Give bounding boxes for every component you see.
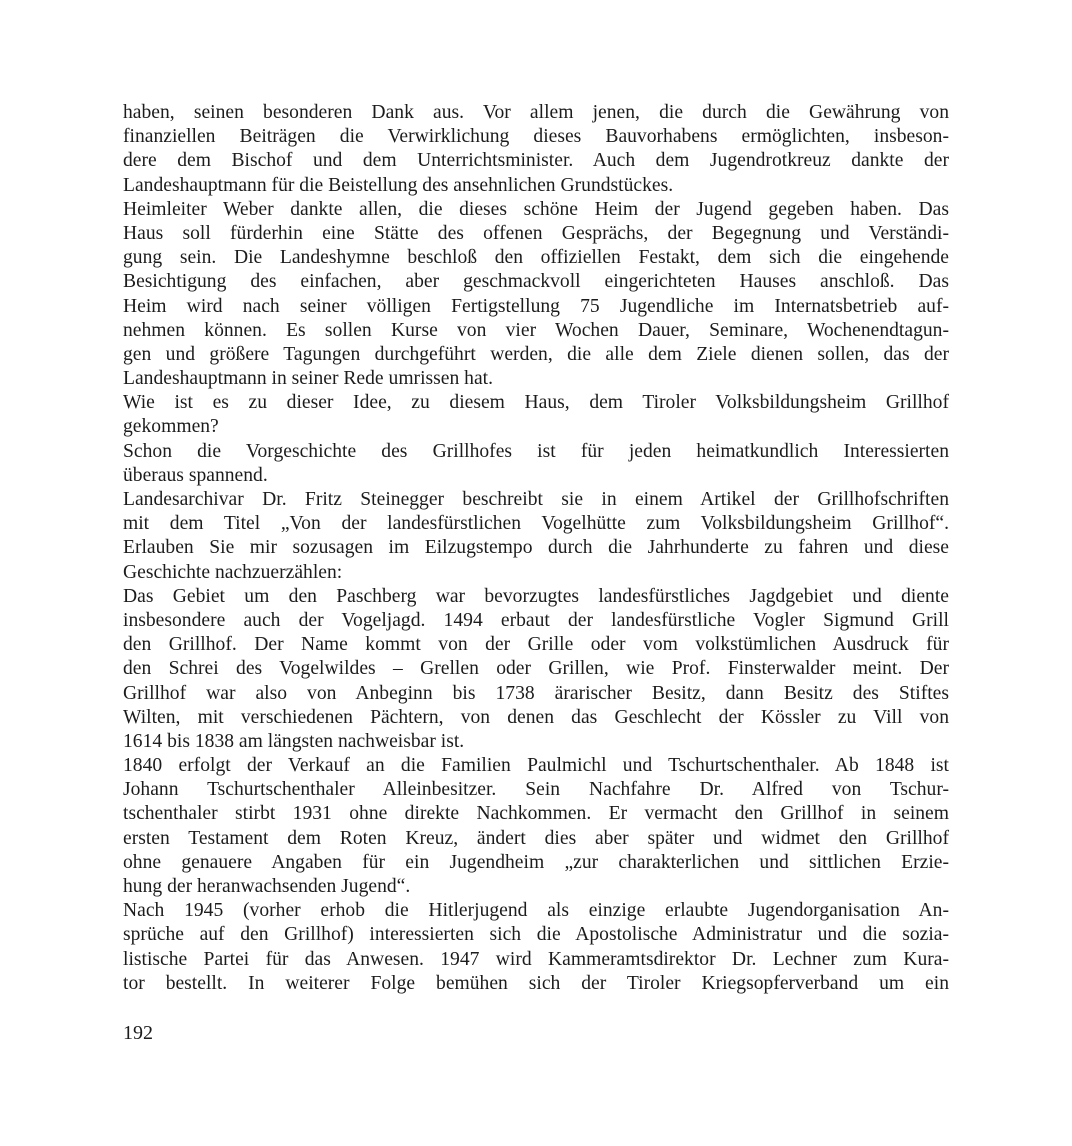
- text-line: Heim wird nach seiner völligen Fertigstellung 75 Jugendliche im Internatsbetrieb auf-: [123, 295, 949, 317]
- text-line: mit dem Titel „Von der landesfürstlichen Vogelhütte zum Volksbildungsheim Grillhof“.: [123, 513, 949, 535]
- paragraph: [123, 440, 949, 488]
- text-line: Wilten, mit verschiedenen Pächtern, von denen das Geschlecht der Kössler zu Vill von: [123, 706, 949, 728]
- text-line: Das Gebiet um den Paschberg war bevorzugtes landesfürstliches Jagdgebiet und diente: [123, 585, 949, 607]
- text-line: sprüche auf den Grillhof) interessierten sich die Apostolische Administratur und die sozia-: [123, 924, 949, 946]
- text-line: gekommen?: [123, 416, 219, 438]
- text-line: dere dem Bischof und dem Unterrichtsminister. Auch dem Jugendrotkreuz dankte der: [123, 150, 949, 172]
- text-line: Heimleiter Weber dankte allen, die dieses schöne Heim der Jugend gegeben haben. Das: [123, 198, 949, 220]
- text-line: Landesarchivar Dr. Fritz Steinegger beschreibt sie in einem Artikel der Grillhofschriften: [123, 489, 949, 510]
- text-line: Nach 1945 (vorher erhob die Hitlerjugend als einzige erlaubte Jugendorganisation An-: [123, 900, 949, 922]
- text-line: den Schrei des Vogelwildes – Grellen oder Grillen, wie Prof. Finsterwalder meint. Der: [123, 658, 949, 680]
- paragraph: [123, 585, 949, 754]
- text-line: ersten Testament dem Roten Kreuz, ändert dies aber später und widmet den Grillhof: [123, 827, 949, 849]
- text-line: den Grillhof. Der Name kommt von der Grille oder vom volkstümlichen Ausdruck für: [123, 634, 949, 656]
- text-line: Schon die Vorgeschichte des Grillhofes ist für jeden heimatkundlich Interessierten: [123, 440, 949, 462]
- text-line: finanziellen Beiträgen die Verwirklichung dieses Bauvorhabens ermöglichten, insbeson-: [123, 126, 949, 148]
- text-line: Landeshauptmann für die Beistellung des ansehnlichen Grundstückes.: [123, 174, 674, 196]
- text-line: hung der heranwachsenden Jugend“.: [123, 876, 411, 897]
- paragraph: [123, 899, 949, 996]
- page-body: [123, 101, 949, 996]
- text-line: überaus spannend.: [123, 464, 268, 486]
- text-line: nehmen können. Es sollen Kurse von vier Wochen Dauer, Seminare, Wochenendtagun-: [123, 319, 949, 341]
- text-line: gung sein. Die Landeshymne beschloß den offiziellen Festakt, dem sich die eingehende: [123, 247, 949, 269]
- text-line: Haus soll fürderhin eine Stätte des offenen Gesprächs, der Begegnung und Verständi-: [123, 222, 949, 244]
- paragraph: [123, 754, 949, 899]
- paragraph: [123, 101, 949, 198]
- text-line: tschenthaler stirbt 1931 ohne direkte Nachkommen. Er vermacht den Grillhof in seinem: [123, 803, 949, 825]
- text-line: Besichtigung des einfachen, aber geschmackvoll eingerichteten Hauses anschloß. Das: [123, 271, 949, 293]
- text-line: ohne genauere Angaben für ein Jugendheim „zur charakterlichen und sittlichen Erzie-: [123, 851, 949, 873]
- text-line: gen und größere Tagungen durchgeführt werden, die alle dem Ziele dienen sollen, das der: [123, 343, 949, 365]
- text-line: 1614 bis 1838 am längsten nachweisbar ist.: [123, 730, 465, 752]
- text-line: Johann Tschurtschenthaler Alleinbesitzer. Sein Nachfahre Dr. Alfred von Tschur-: [123, 779, 949, 801]
- text-line: listische Partei für das Anwesen. 1947 wird Kammeramtsdirektor Dr. Lechner zum Kura-: [123, 948, 949, 970]
- text-line: Landeshauptmann in seiner Rede umrissen hat.: [123, 368, 494, 390]
- paragraph: [123, 488, 949, 585]
- paragraph: [123, 391, 949, 439]
- text-line: haben, seinen besonderen Dank aus. Vor allem jenen, die durch die Gewährung von: [123, 102, 949, 123]
- paragraph: [123, 198, 949, 392]
- text-line: Geschichte nachzuerzählen:: [123, 561, 343, 583]
- text-line: Grillhof war also von Anbeginn bis 1738 ärarischer Besitz, dann Besitz des Stiftes: [123, 682, 949, 704]
- page-number: 192: [123, 1022, 153, 1044]
- text-line: insbesondere auch der Vogeljagd. 1494 erbaut der landesfürstliche Vogler Sigmund Grill: [123, 609, 949, 631]
- text-line: Erlauben Sie mir sozusagen im Eilzugstempo durch die Jahrhunderte zu fahren und diese: [123, 537, 949, 559]
- text-line: tor bestellt. In weiterer Folge bemühen sich der Tiroler Kriegsopferverband um ein: [123, 972, 949, 994]
- text-line: 1840 erfolgt der Verkauf an die Familien Paulmichl und Tschurtschenthaler. Ab 1848 ist: [123, 755, 949, 777]
- text-line: Wie ist es zu dieser Idee, zu diesem Haus, dem Tiroler Volksbildungsheim Grillhof: [123, 392, 949, 414]
